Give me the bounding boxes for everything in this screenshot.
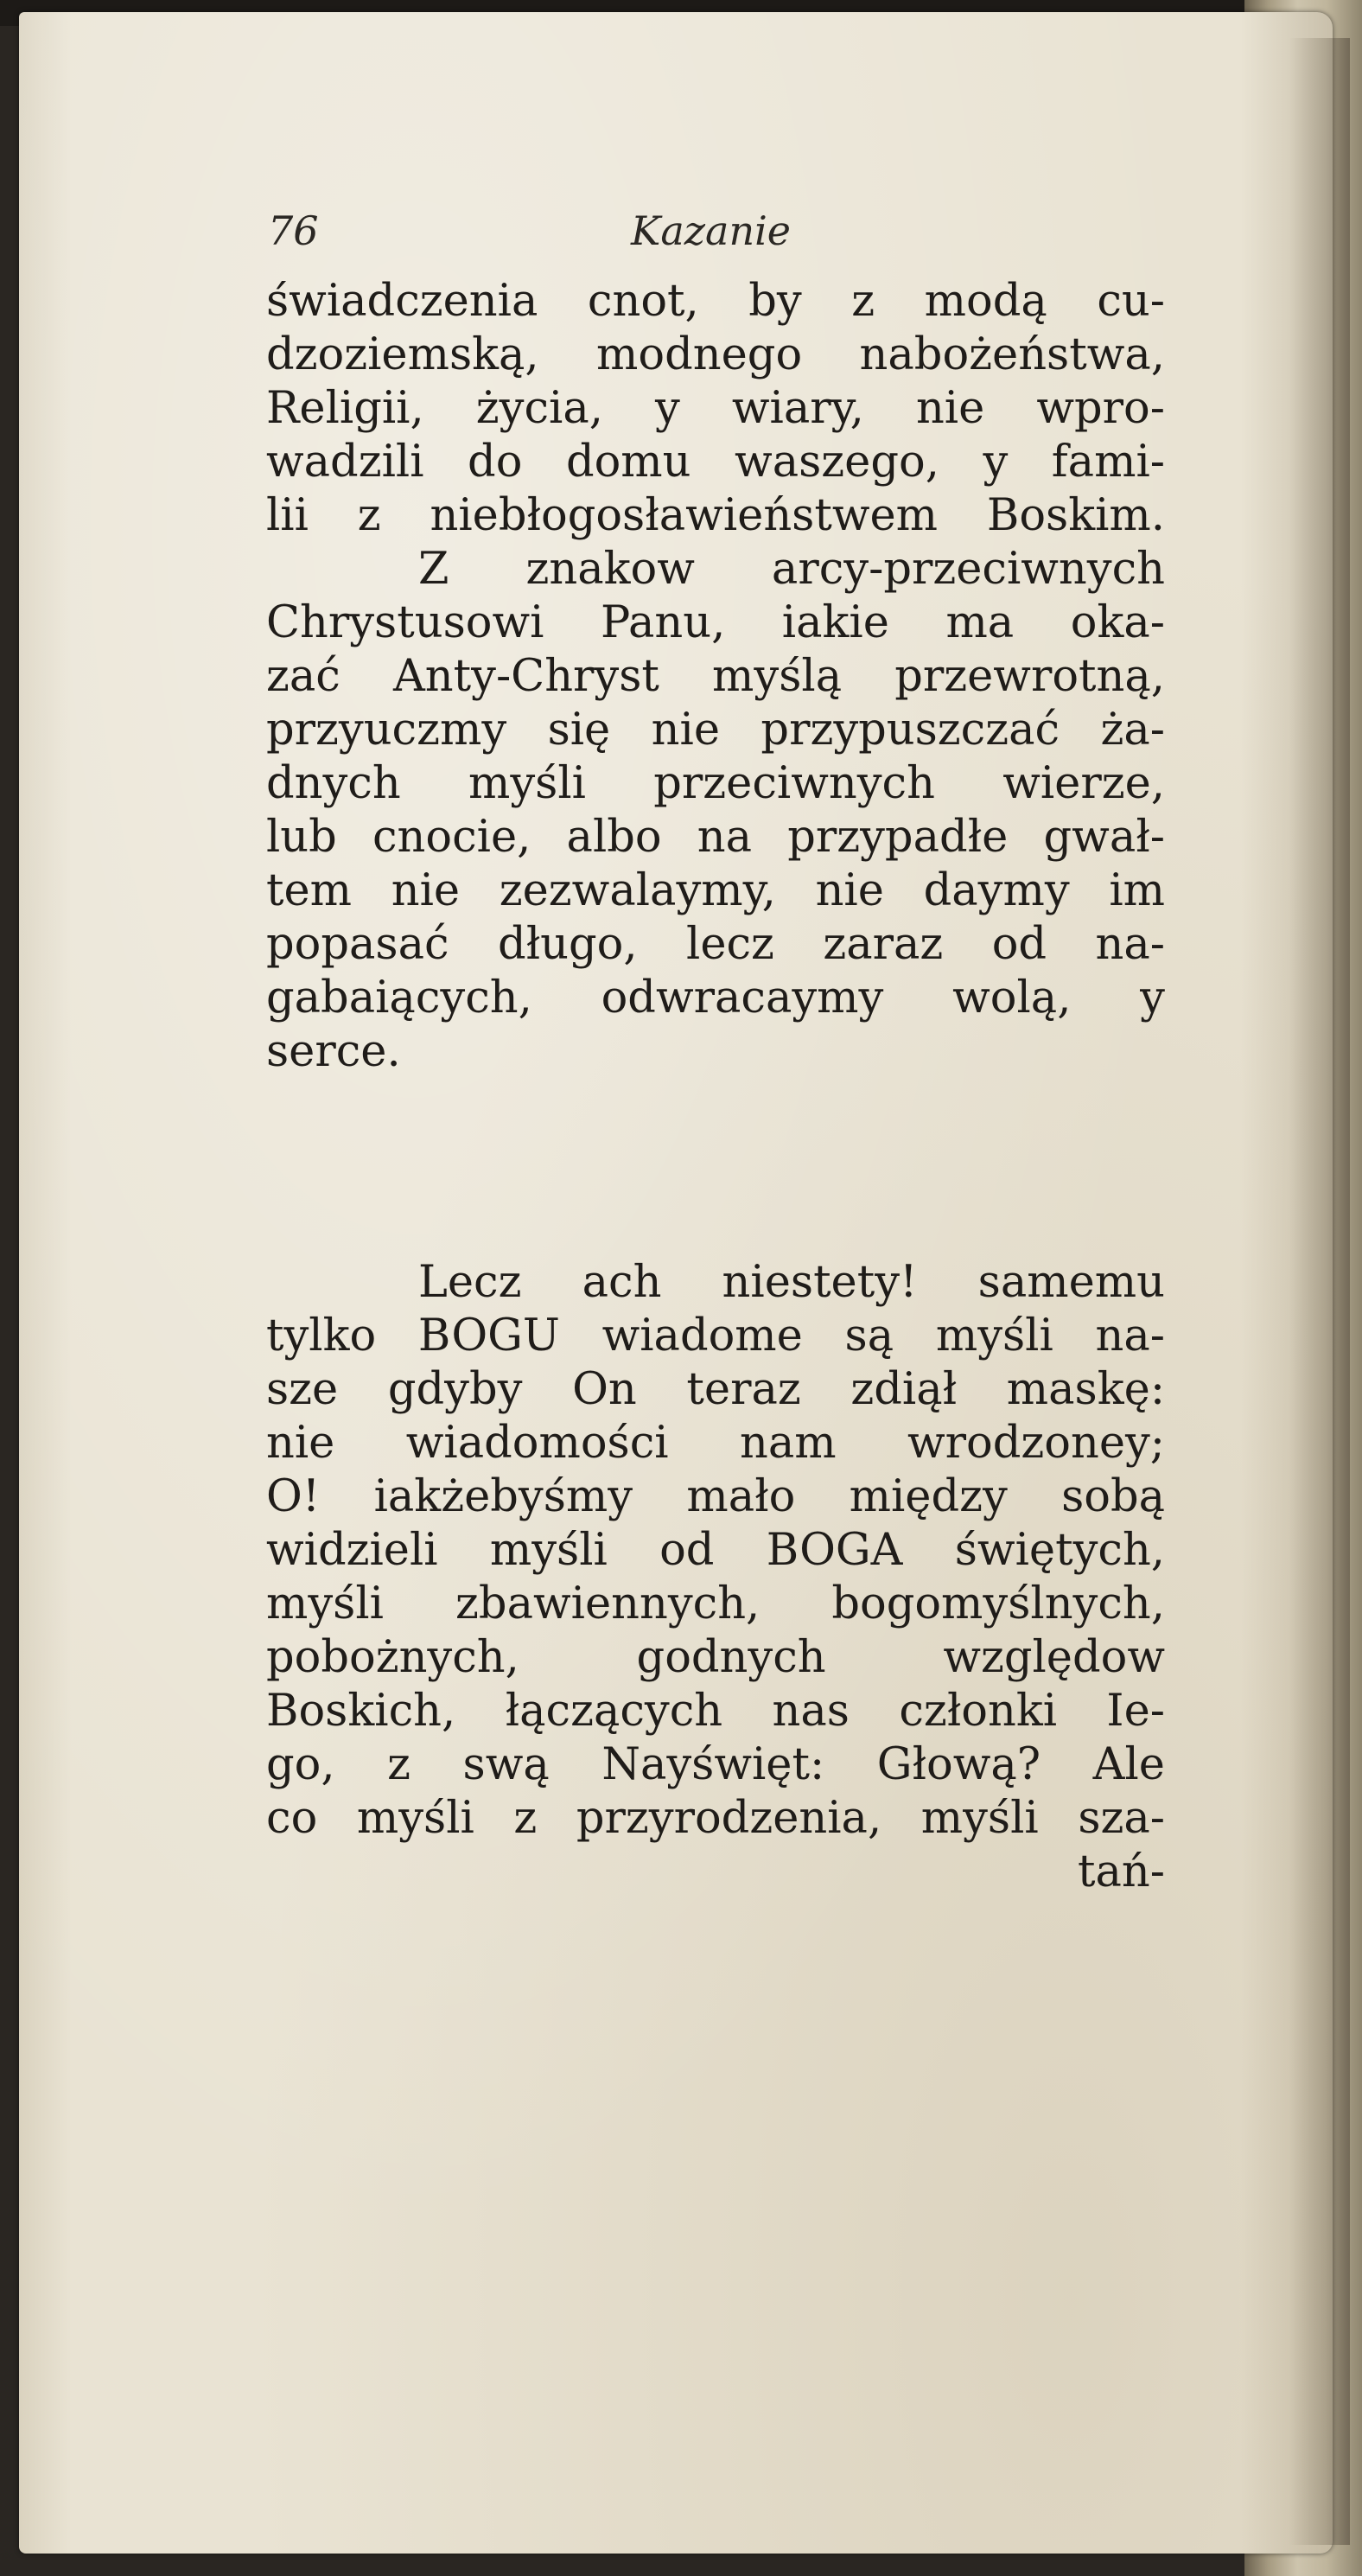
running-title: Kazanie <box>631 207 792 254</box>
text-line: lii z niebłogosławieństwem Boskim. <box>266 490 1165 541</box>
text-line: dnych myśli przeciwnych wierze, <box>266 758 1165 809</box>
text-line: zać Anty-Chryst myślą przewrotną, <box>266 651 1165 702</box>
text-line: tem nie zezwalaymy, nie daymy im <box>266 865 1165 916</box>
text-line: widzieli myśli od BOGA świętych, <box>266 1525 1165 1576</box>
text-line: Chrystusowi Panu, iakie ma oka- <box>266 597 1165 648</box>
text-line: co myśli z przyrodzenia, myśli sza- <box>266 1793 1165 1844</box>
text-line: pobożnych, godnych względow <box>266 1632 1165 1683</box>
text-line: go, z swą Nayświęt: Głową? Ale <box>266 1739 1165 1790</box>
text-line: sze gdyby On teraz zdiął maskę: <box>266 1364 1165 1415</box>
text-line: Religii, życia, y wiary, nie wpro- <box>266 383 1165 434</box>
page-number: 76 <box>268 207 319 254</box>
text-line: nie wiadomości nam wrodzoney; <box>266 1418 1165 1469</box>
text-line: wadzili do domu waszego, y fami- <box>266 437 1165 488</box>
text-line: tylko BOGU wiadome są myśli na- <box>266 1310 1165 1361</box>
page-header <box>268 207 1132 268</box>
text-line: popasać długo, lecz zaraz od na- <box>266 919 1165 970</box>
text-line: lub cnocie, albo na przypadłe gwał- <box>266 812 1165 863</box>
text-line: serce. <box>266 1026 401 1077</box>
catchword: tań- <box>1078 1846 1165 1897</box>
text-line: przyuczmy się nie przypuszczać ża- <box>266 705 1165 756</box>
text-line: świadczenia cnot, by z modą cu- <box>266 276 1165 327</box>
text-line: dzoziemską, modnego nabożeństwa, <box>266 329 1165 380</box>
text-line: O! iakżebyśmy mało między sobą <box>266 1471 1165 1522</box>
paragraph-start-line: Z znakow arcy-przeciwnych <box>418 544 1165 595</box>
text-line: gabaiących, odwracaymy wolą, y <box>266 972 1165 1023</box>
page-gutter-shadow <box>1289 38 1350 2545</box>
text-line: myśli zbawiennych, bogomyślnych, <box>266 1578 1165 1629</box>
paragraph-start-line: Lecz ach niestety! samemu <box>418 1257 1165 1308</box>
text-line: Boskich, łączących nas członki Ie- <box>266 1686 1165 1737</box>
